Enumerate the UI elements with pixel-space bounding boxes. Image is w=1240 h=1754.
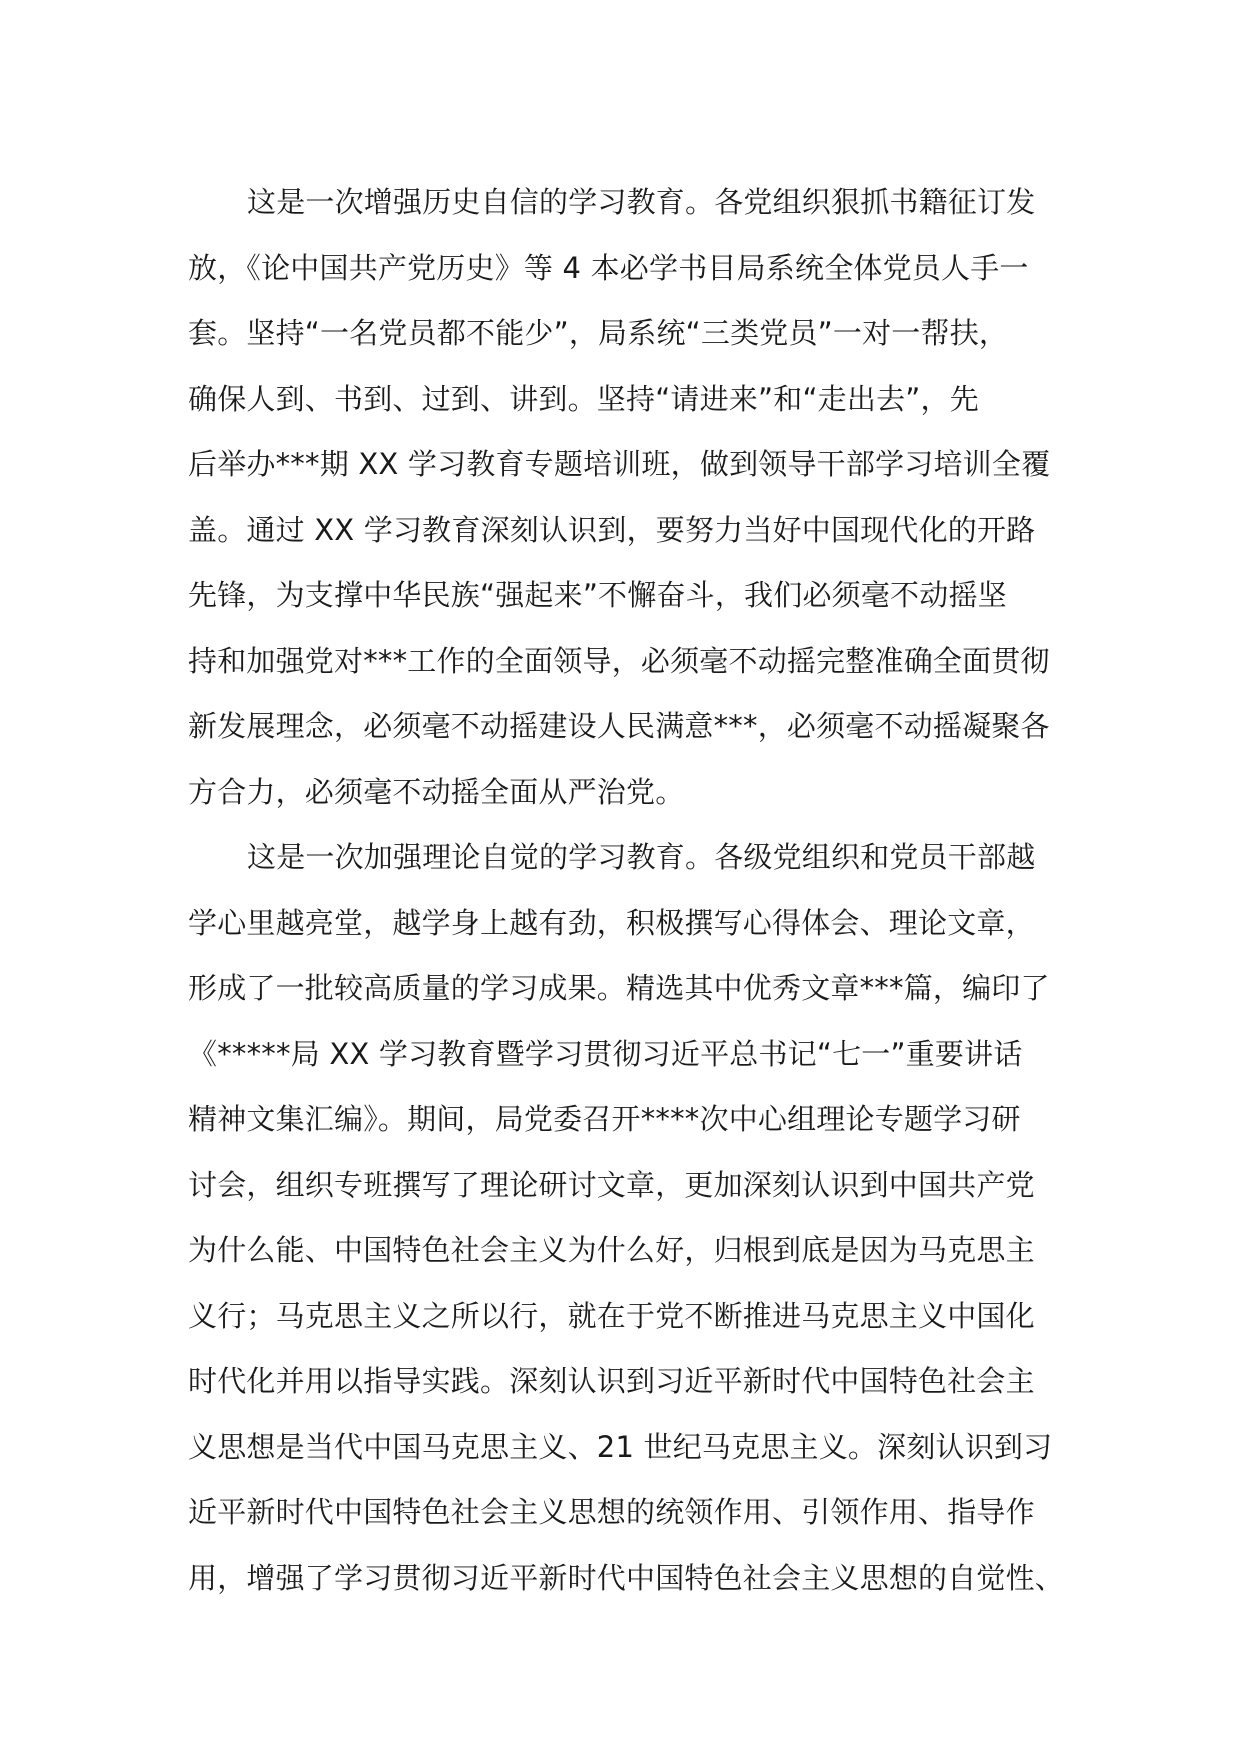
paragraph-line: 近平新时代中国特色社会主义思想的统领作用、引领作用、指导作 <box>188 1495 1035 1529</box>
paragraph-line: 时代化并用以指导实践。深刻认识到习近平新时代中国特色社会主 <box>188 1364 1035 1398</box>
paragraph-line: 持和加强党对***工作的全面领导，必须毫不动摇完整准确全面贯彻 <box>188 643 1050 678</box>
paragraph-line: 方合力，必须毫不动摇全面从严治党。 <box>188 774 685 809</box>
paragraph-line: 先锋，为支撑中华民族“强起来”不懈奋斗，我们必须毫不动摇坚 <box>188 578 1007 612</box>
paragraph-line: 为什么能、中国特色社会主义为什么好，归根到底是因为马克思主 <box>188 1233 1035 1267</box>
paragraph-line: 放，《论中国共产党历史》等 4 本必学书目局系统全体党员人手一 <box>188 250 1029 285</box>
paragraph-line: 新发展理念，必须毫不动摇建设人民满意***，必须毫不动摇凝聚各 <box>188 709 1050 743</box>
document-body <box>188 170 1068 1611</box>
paragraph-line: 这是一次增强历史自信的学习教育。各党组织狠抓书籍征订发 <box>247 185 1036 219</box>
paragraph-line: 套。坚持“一名党员都不能少”，局系统“三类党员”一对一帮扶， <box>188 316 1009 350</box>
paragraph-line: 《*****局 XX 学习教育暨学习贯彻习近平总书记“七一”重要讲话 <box>188 1036 1023 1071</box>
paragraph-line: 精神文集汇编》。期间，局党委召开****次中心组理论专题学习研 <box>188 1102 1021 1136</box>
paragraph-line: 确保人到、书到、过到、讲到。坚持“请进来”和“走出去”，先 <box>188 381 979 416</box>
paragraph-line: 盖。通过 XX 学习教育深刻认识到，要努力当好中国现代化的开路 <box>188 512 1036 547</box>
paragraph-line: 这是一次加强理论自觉的学习教育。各级党组织和党员干部越 <box>247 840 1036 874</box>
paragraph-2 <box>188 825 1068 1611</box>
paragraph-line: 义行；马克思主义之所以行，就在于党不断推进马克思主义中国化 <box>188 1298 1035 1333</box>
paragraph-line: 用，增强了学习贯彻习近平新时代中国特色社会主义思想的自觉性、 <box>188 1560 1065 1595</box>
paragraph-line: 义思想是当代中国马克思主义、21 世纪马克思主义。深刻认识到习 <box>188 1429 1053 1464</box>
paragraph-line: 形成了一批较高质量的学习成果。精选其中优秀文章***篇，编印了 <box>188 971 1050 1005</box>
paragraph-line: 后举办***期 XX 学习教育专题培训班，做到领导干部学习培训全覆 <box>188 447 1051 481</box>
paragraph-line: 学心里越亮堂，越学身上越有劲，积极撰写心得体会、理论文章， <box>188 905 1035 940</box>
paragraph-1 <box>188 170 1068 825</box>
paragraph-line: 讨会，组织专班撰写了理论研讨文章，更加深刻认识到中国共产党 <box>188 1167 1035 1202</box>
